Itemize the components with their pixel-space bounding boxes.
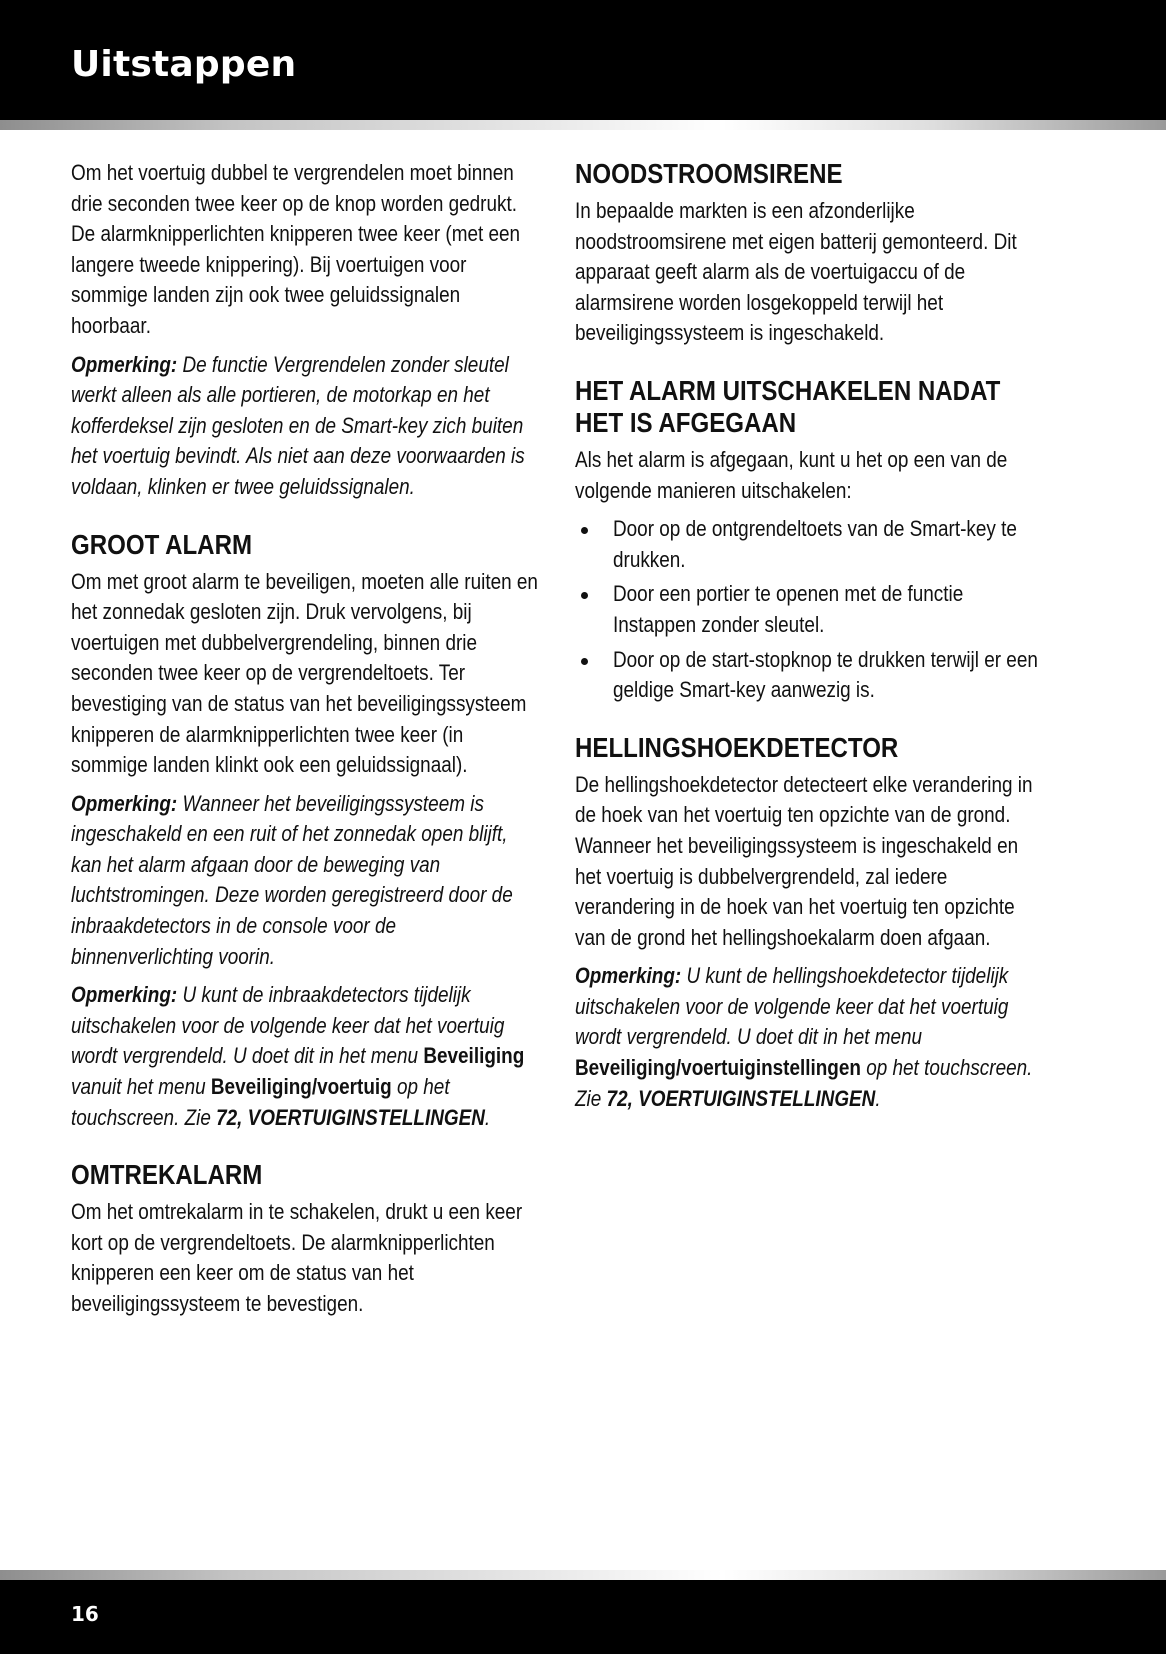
note-text: U kunt de hellingshoekdetector tijdelijk uitschakelen voor de volgende keer dat het voertuig wordt vergrendeld. U doet dit in het menu — [575, 963, 1009, 1050]
note-text: Wanneer het beveiligingssysteem is ingeschakeld en een ruit of het zonnedak open blijft, kan het alarm afgaan door de beweging van luchtstromingen. Deze worden geregistreerd door de inbraakdetectors in de console voor de binnenverlichting voorin. — [71, 790, 513, 969]
menu-reference-voertuiginstellingen: Beveiliging/voertuiginstellingen — [575, 1055, 861, 1081]
note-disable-tilt-sensor — [575, 961, 1044, 1114]
left-column — [71, 158, 541, 1328]
intro-paragraph: Om het voertuig dubbel te vergrendelen moet binnen drie seconden twee keer op de knop worden gedrukt. De alarmknipperlichten knipperen twee keer (met een langere tweede knippering). Bij voertuigen voor sommige landen zijn ook twee geluidssignalen hoorbaar. — [71, 160, 521, 338]
page-footer — [0, 1580, 1166, 1654]
list-item-text: Door een portier te openen met de functie Instappen zonder sleutel. — [613, 581, 964, 637]
page-number: 16 — [71, 1602, 99, 1626]
omtrekalarm-paragraph: Om het omtrekalarm in te schakelen, drukt u een keer kort op de vergrendeltoets. De alarmknipperlichten knipperen een keer om de status van het beveiligingssysteem te bevestigen. — [71, 1199, 523, 1316]
note-text: De functie Vergrendelen zonder sleutel werkt alleen als alle portieren, de motorkap en het kofferdeksel zijn gesloten en de Smart-key zich buiten het voertuig bevindt. Als niet aan deze voorwaarden is voldaan, klinken er twee geluidssignalen. — [71, 351, 525, 499]
note-disable-intrusion-sensors — [71, 980, 540, 1133]
cross-reference-link[interactable]: 72, VOERTUIGINSTELLINGEN — [606, 1085, 876, 1111]
bullet-icon — [581, 658, 588, 665]
hellingshoekdetector-paragraph: De hellingshoekdetector detecteert elke verandering in de hoek van het voertuig ten opzichte van de grond. Wanneer het beveiligingssysteem is ingeschakeld en het voertuig is dubbelvergrendeld, zal iedere verandering in de hoek van het voertuig ten opzichte van de grond het hellingshoekalarm doen afgaan. — [575, 771, 1033, 950]
footer-divider-strip — [0, 1570, 1166, 1580]
note-label: Opmerking: — [71, 351, 178, 377]
right-column — [575, 158, 1045, 1122]
noodstroomsirene-paragraph: In bepaalde markten is een afzonderlijke noodstroomsirene met eigen batterij gemonteerd. Dit apparaat geeft alarm als de voertuigaccu of de alarmsirene worden losgekoppeld terwijl het beveiligingssysteem is ingeschakeld. — [575, 198, 1017, 346]
bullet-icon — [581, 592, 588, 599]
note-text: . — [484, 1104, 491, 1130]
heading-alarm-uitschakelen: HET ALARM UITSCHAKELEN NADAT HET IS AFGEGAAN — [575, 374, 1001, 438]
alarm-uitschakelen-paragraph: Als het alarm is afgegaan, kunt u het op een van de volgende manieren uitschakelen: — [575, 446, 1008, 503]
heading-omtrekalarm: OMTREKALARM — [71, 1159, 263, 1191]
heading-hellingshoekdetector: HELLINGSHOEKDETECTOR — [575, 731, 899, 763]
disable-alarm-methods-list — [575, 514, 1045, 706]
list-item-text: Door op de start-stopknop te drukken terwijl er een geldige Smart-key aanwezig is. — [613, 646, 1038, 703]
note-text: vanuit het menu — [71, 1074, 211, 1100]
groot-alarm-paragraph: Om met groot alarm te beveiligen, moeten alle ruiten en het zonnedak gesloten zijn. Druk vervolgens, bij voertuigen met dubbelvergrendeling, binnen drie seconden twee keer op de vergrendeltoets. Ter bevestiging van de status van het beveiligingssysteem knipperen de alarmknipperlichten twee keer (in sommige landen klinkt ook een geluidssignaal). — [71, 568, 538, 778]
list-item — [575, 579, 1045, 640]
note-intrusion-air-movement — [71, 789, 540, 973]
note-keyless-locking — [71, 350, 540, 503]
note-text: . — [875, 1085, 881, 1111]
heading-groot-alarm: GROOT ALARM — [71, 528, 253, 560]
list-item-text: Door op de ontgrendeltoets van de Smart-key te drukken. — [613, 516, 1017, 572]
note-text: U kunt de inbraakdetectors tijdelijk uitschakelen voor de volgende keer dat het voertuig wordt vergrendeld. U doet dit in het menu — [71, 982, 505, 1069]
list-item — [575, 514, 1045, 575]
heading-noodstroomsirene: NOODSTROOMSIRENE — [575, 158, 843, 189]
note-label: Opmerking: — [71, 790, 178, 816]
chapter-title: Uitstappen — [71, 44, 297, 85]
bullet-icon — [581, 527, 588, 534]
note-label: Opmerking: — [575, 963, 682, 989]
note-label: Opmerking: — [71, 982, 178, 1008]
page-header — [0, 0, 1166, 120]
cross-reference-link[interactable]: 72, VOERTUIGINSTELLINGEN — [216, 1104, 485, 1130]
note-text: op het touchscreen. Zie — [71, 1074, 450, 1130]
menu-reference-beveiliging: Beveiliging — [423, 1043, 525, 1069]
list-item — [575, 645, 1045, 706]
header-divider-strip — [0, 120, 1166, 130]
note-text: op het touchscreen. Zie — [575, 1055, 1033, 1111]
menu-reference-beveiliging-voertuig: Beveiliging/voertuig — [210, 1074, 392, 1100]
